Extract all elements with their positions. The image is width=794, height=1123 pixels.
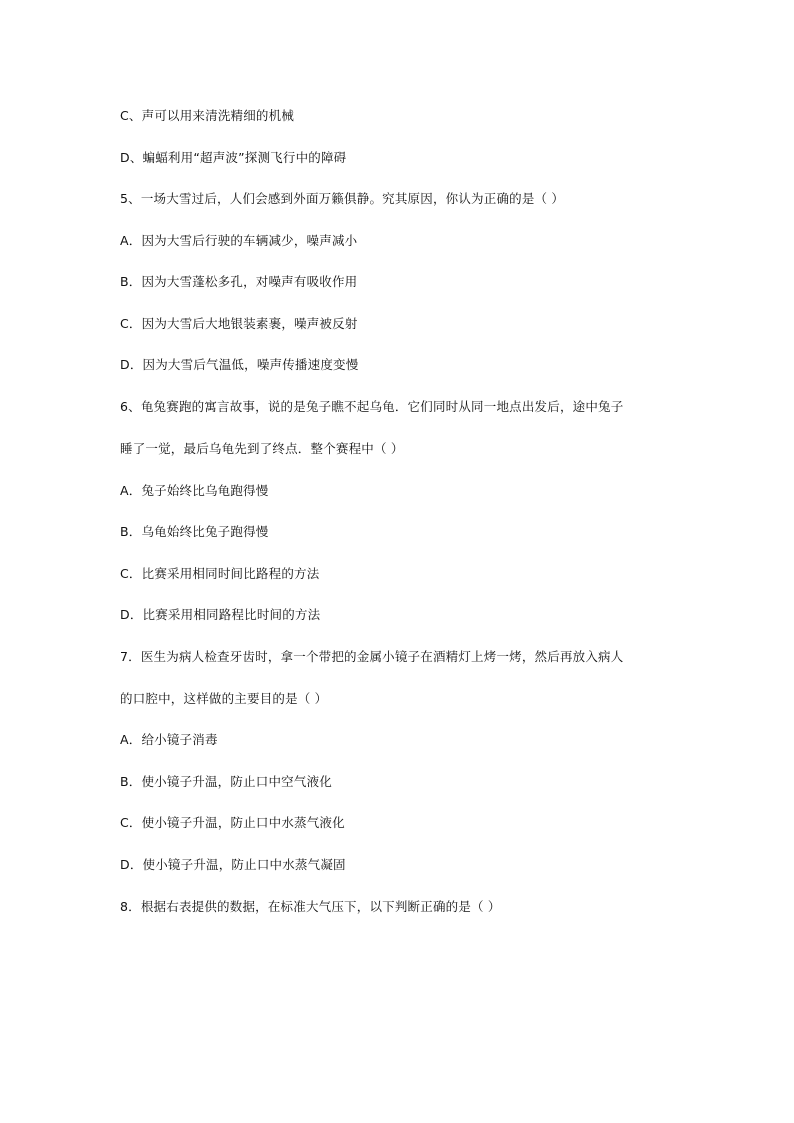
question-7-line-2: 的口腔中，这样做的主要目的是（ ） — [120, 691, 328, 706]
option-7b: B．使小镜子升温，防止口中空气液化 — [120, 774, 332, 789]
option-5d: D．因为大雪后气温低，噪声传播速度变慢 — [120, 357, 359, 372]
question-6-line-1: 6、龟兔赛跑的寓言故事，说的是兔子瞧不起乌龟．它们同时从同一地点出发后，途中兔子 — [120, 399, 624, 414]
option-6c: C．比赛采用相同时间比路程的方法 — [120, 566, 320, 581]
option-6a: A．兔子始终比乌龟跑得慢 — [120, 483, 269, 498]
option-7c: C．使小镜子升温，防止口中水蒸气液化 — [120, 815, 345, 830]
option-5c: C．因为大雪后大地银装素裹，噪声被反射 — [120, 316, 358, 331]
question-6-line-2: 睡了一觉，最后乌龟先到了终点．整个赛程中（ ） — [120, 441, 404, 456]
question-8: 8．根据右表提供的数据，在标准大气压下，以下判断正确的是（ ） — [120, 899, 501, 914]
option-4c: C、声可以用来清洗精细的机械 — [120, 108, 295, 123]
option-5a: A．因为大雪后行驶的车辆减少，噪声减小 — [120, 233, 358, 248]
option-4d: D、蝙蝠利用“超声波”探测飞行中的障碍 — [120, 150, 347, 165]
option-7d: D．使小镜子升温，防止口中水蒸气凝固 — [120, 857, 346, 872]
question-7-line-1: 7．医生为病人检查牙齿时，拿一个带把的金属小镜子在酒精灯上烤一烤，然后再放入病人 — [120, 649, 624, 664]
option-6d: D．比赛采用相同路程比时间的方法 — [120, 607, 321, 622]
option-5b: B．因为大雪蓬松多孔，对噪声有吸收作用 — [120, 274, 358, 289]
question-5: 5、一场大雪过后，人们会感到外面万籁俱静。究其原因，你认为正确的是（ ） — [120, 191, 565, 206]
option-6b: B．乌龟始终比兔子跑得慢 — [120, 524, 269, 539]
option-7a: A．给小镜子消毒 — [120, 732, 218, 747]
